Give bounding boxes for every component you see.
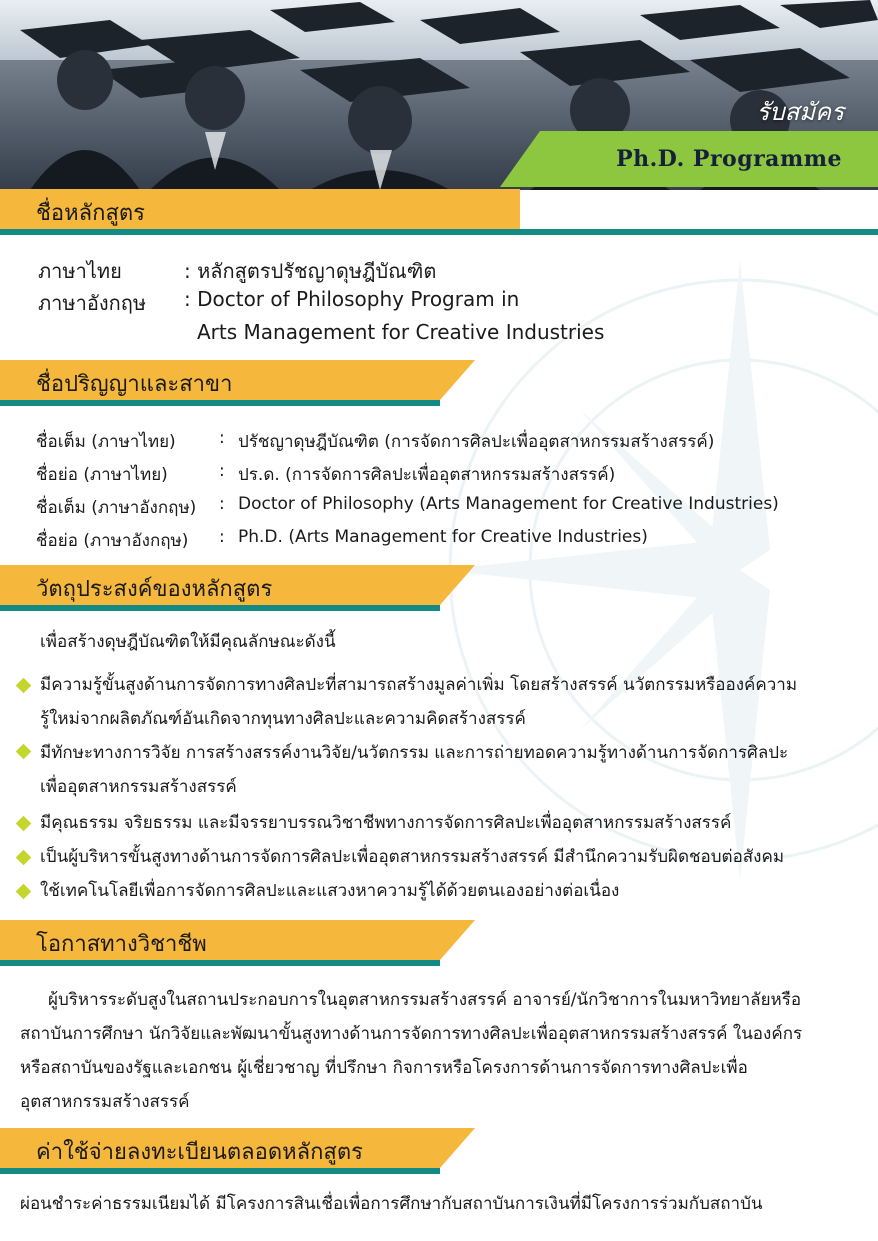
- career-line: หรือสถาบันของรัฐและเอกชน ผู้เชี่ยวชาญ ที่ปรึกษา กิจการหรือโครงการด้านการจัดการทางศิลปะเพื่อ: [20, 1058, 748, 1078]
- degree-label: ชื่อเต็ม (ภาษาอังกฤษ): [36, 498, 197, 518]
- objective-item-line1: มีคุณธรรม จริยธรรม และมีจรรยาบรรณวิชาชีพทางการจัดการศิลปะเพื่ออุตสาหกรรมสร้างสรรค์: [40, 813, 732, 833]
- degree-value: ปรัชญาดุษฎีบัณฑิต (การจัดการศิลปะเพื่ออุตสาหกรรมสร้างสรรค์): [238, 432, 715, 452]
- degree-label: ชื่อย่อ (ภาษาไทย): [36, 465, 168, 485]
- objective-item-line1: เป็นผู้บริหารขั้นสูงทางด้านการจัดการศิลปะเพื่ออุตสาหกรรมสร้างสรรค์ มีสำนึกความรับผิดชอบต่อสังคม: [40, 847, 785, 867]
- programme-label: Ph.D. Programme: [616, 146, 842, 172]
- thai-name-label: ภาษาไทย: [38, 259, 122, 283]
- eng-name-label: ภาษาอังกฤษ: [38, 291, 147, 315]
- diamond-bullet-icon: [16, 850, 32, 866]
- degree-value: Doctor of Philosophy (Arts Management for Creative Industries): [238, 494, 779, 514]
- separator: :: [219, 428, 225, 448]
- apply-label: รับสมัคร: [756, 98, 844, 126]
- degree-header: [0, 360, 480, 406]
- fees-header: [0, 1128, 480, 1174]
- separator: :: [219, 461, 225, 481]
- course-name-header: [0, 189, 878, 235]
- degree-label: ชื่อเต็ม (ภาษาไทย): [36, 432, 176, 452]
- diamond-bullet-icon: [16, 816, 32, 832]
- objectives-header: [0, 565, 480, 611]
- career-line: อุตสาหกรรมสร้างสรรค์: [20, 1092, 190, 1112]
- degree-title: ชื่อปริญญาและสาขา: [36, 372, 233, 397]
- objective-item-line1: มีความรู้ขั้นสูงด้านการจัดการทางศิลปะที่สามารถสร้างมูลค่าเพิ่ม โดยสร้างสรรค์ นวัตกรรมหรือองค์ความ: [40, 675, 798, 695]
- objectives-title: วัตถุประสงค์ของหลักสูตร: [36, 577, 273, 602]
- fees-text: ผ่อนชำระค่าธรรมเนียมได้ มีโครงการสินเชื่อเพื่อการศึกษากับสถาบันการเงินที่มีโครงการร่วมกับสถาบัน: [20, 1194, 763, 1214]
- objective-item-line1: ใช้เทคโนโลยีเพื่อการจัดการศิลปะและแสวงหาความรู้ได้ด้วยตนเองอย่างต่อเนื่อง: [40, 881, 620, 901]
- separator: :: [219, 494, 225, 514]
- course-name-title: ชื่อหลักสูตร: [36, 201, 145, 226]
- objectives-intro: เพื่อสร้างดุษฎีบัณฑิตให้มีคุณลักษณะดังนี้: [40, 632, 336, 652]
- degree-value: ปร.ด. (การจัดการศิลปะเพื่ออุตสาหกรรมสร้างสรรค์): [238, 465, 616, 485]
- career-line: ผู้บริหารระดับสูงในสถานประกอบการในอุตสาหกรรมสร้างสรรค์ อาจารย์/นักวิชาการในมหาวิทยาลัยหรือ: [48, 990, 802, 1010]
- objective-item-line2: รู้ใหม่จากผลิตภัณฑ์อันเกิดจากทุนทางศิลปะและความคิดสร้างสรรค์: [40, 709, 526, 729]
- career-title: โอกาสทางวิชาชีพ: [36, 932, 207, 957]
- eng-name-value-1: : Doctor of Philosophy Program in: [184, 287, 520, 311]
- objective-item-line2: เพื่ออุตสาหกรรมสร้างสรรค์: [40, 777, 237, 797]
- eng-name-value-2: Arts Management for Creative Industries: [197, 320, 605, 344]
- thai-name-value: : หลักสูตรปรัชญาดุษฎีบัณฑิต: [184, 259, 437, 283]
- separator: :: [219, 527, 225, 547]
- fees-title: ค่าใช้จ่ายลงทะเบียนตลอดหลักสูตร: [36, 1140, 363, 1165]
- degree-label: ชื่อย่อ (ภาษาอังกฤษ): [36, 531, 189, 551]
- objective-item-line1: มีทักษะทางการวิจัย การสร้างสรรค์งานวิจัย/นวัตกรรม และการถ่ายทอดความรู้ทางด้านการจัดการศิลปะ: [40, 743, 789, 763]
- diamond-bullet-icon: [16, 678, 32, 694]
- career-header: [0, 920, 480, 966]
- diamond-bullet-icon: [16, 884, 32, 900]
- diamond-bullet-icon: [16, 744, 32, 760]
- career-line: สถาบันการศึกษา นักวิจัยและพัฒนาขั้นสูงทางด้านการจัดการทางศิลปะเพื่ออุตสาหกรรมสร้างสรรค์ ในองค์กร: [20, 1024, 803, 1044]
- degree-value: Ph.D. (Arts Management for Creative Industries): [238, 527, 648, 547]
